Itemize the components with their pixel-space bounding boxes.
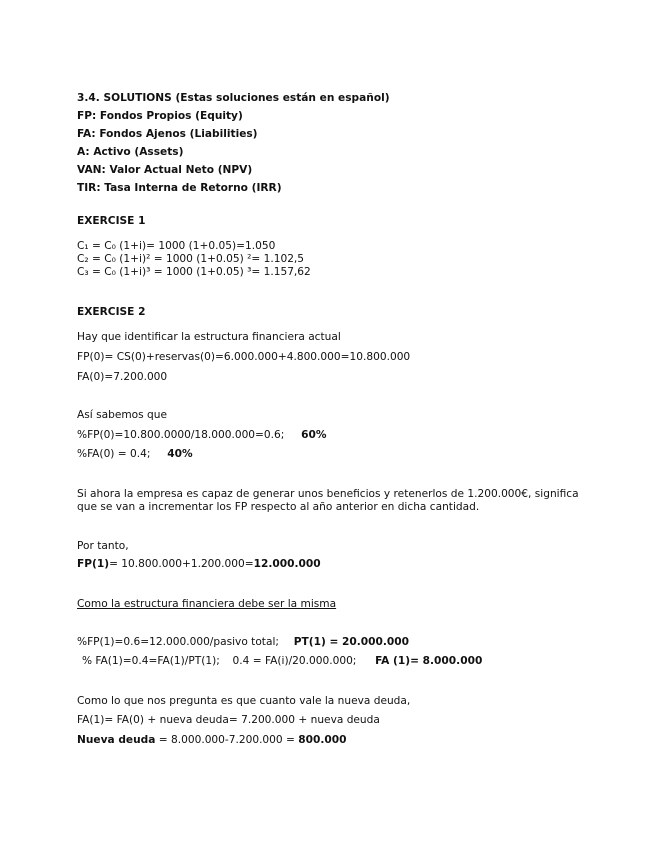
ex2-portanto: Por tanto,	[77, 540, 129, 552]
ex2-fp1	[77, 558, 321, 571]
fp1-result: 12.000.000	[253, 558, 321, 570]
ex2-pfp0	[77, 429, 326, 442]
fa1-result: FA (1)= 8.000.000	[375, 655, 483, 667]
ex2-fp0: FP(0)= CS(0)+reservas(0)=6.000.000+4.800.000=10.800.000	[77, 351, 411, 363]
exercise2-title: EXERCISE 2	[77, 306, 146, 318]
pfp0-result: 60%	[301, 429, 327, 441]
pt1-result: PT(1) = 20.000.000	[293, 636, 410, 648]
ex1-line-c3: C₃ = C₀ (1+i)³ = 1000 (1+0.05) ³= 1.157,62	[77, 266, 311, 278]
nd-label: Nueva deuda	[77, 734, 156, 746]
def-fa: FA: Fondos Ajenos (Liabilities)	[77, 128, 258, 140]
ex2-fa1-eq: FA(1)= FA(0) + nueva deuda= 7.200.000 + nueva deuda	[77, 714, 380, 726]
pfa1-text1: % FA(1)=0.4=FA(1)/PT(1);	[82, 655, 220, 667]
exercise1-title: EXERCISE 1	[77, 215, 146, 227]
ex2-si-line2: que se van a incrementar los FP respecto al año anterior en dicha cantidad.	[77, 501, 480, 513]
def-a: A: Activo (Assets)	[77, 146, 184, 158]
def-van: VAN: Valor Actual Neto (NPV)	[77, 164, 253, 176]
def-fp: FP: Fondos Propios (Equity)	[77, 110, 243, 122]
fp1-mid: = 10.800.000+1.200.000=	[109, 558, 254, 570]
nd-result: 800.000	[298, 734, 347, 746]
pfa1-text2: 0.4 = FA(i)/20.000.000;	[232, 655, 357, 667]
ex2-si-line1: Si ahora la empresa es capaz de generar unos beneficios y retenerlos de 1.200.000€, significa	[77, 488, 579, 500]
pfp1-text: %FP(1)=0.6=12.000.000/pasivo total;	[77, 636, 279, 648]
pfa0-result: 40%	[167, 448, 193, 460]
ex2-nueva-deuda	[77, 734, 347, 747]
ex2-asi: Así sabemos que	[77, 409, 167, 421]
ex2-pfp1	[77, 636, 409, 649]
section-title: 3.4. SOLUTIONS (Estas soluciones están en español)	[77, 92, 390, 104]
ex2-pfa1	[82, 655, 482, 668]
pfa0-text: %FA(0) = 0.4;	[77, 448, 151, 460]
def-tir: TIR: Tasa Interna de Retorno (IRR)	[77, 182, 282, 194]
pfp0-text: %FP(0)=10.800.0000/18.000.000=0.6;	[77, 429, 285, 441]
ex2-fa0: FA(0)=7.200.000	[77, 371, 168, 383]
ex2-como: Como la estructura financiera debe ser la misma	[77, 598, 337, 610]
ex2-pfa0	[77, 448, 193, 461]
ex1-line-c2: C₂ = C₀ (1+i)² = 1000 (1+0.05) ²= 1.102,5	[77, 253, 305, 265]
nd-mid: = 8.000.000-7.200.000 =	[155, 734, 299, 746]
ex1-line-c1: C₁ = C₀ (1+i)= 1000 (1+0.05)=1.050	[77, 240, 276, 252]
ex2-intro: Hay que identificar la estructura financiera actual	[77, 331, 341, 343]
fp1-label: FP(1)	[77, 558, 110, 570]
ex2-pregunta: Como lo que nos pregunta es que cuanto vale la nueva deuda,	[77, 695, 411, 707]
